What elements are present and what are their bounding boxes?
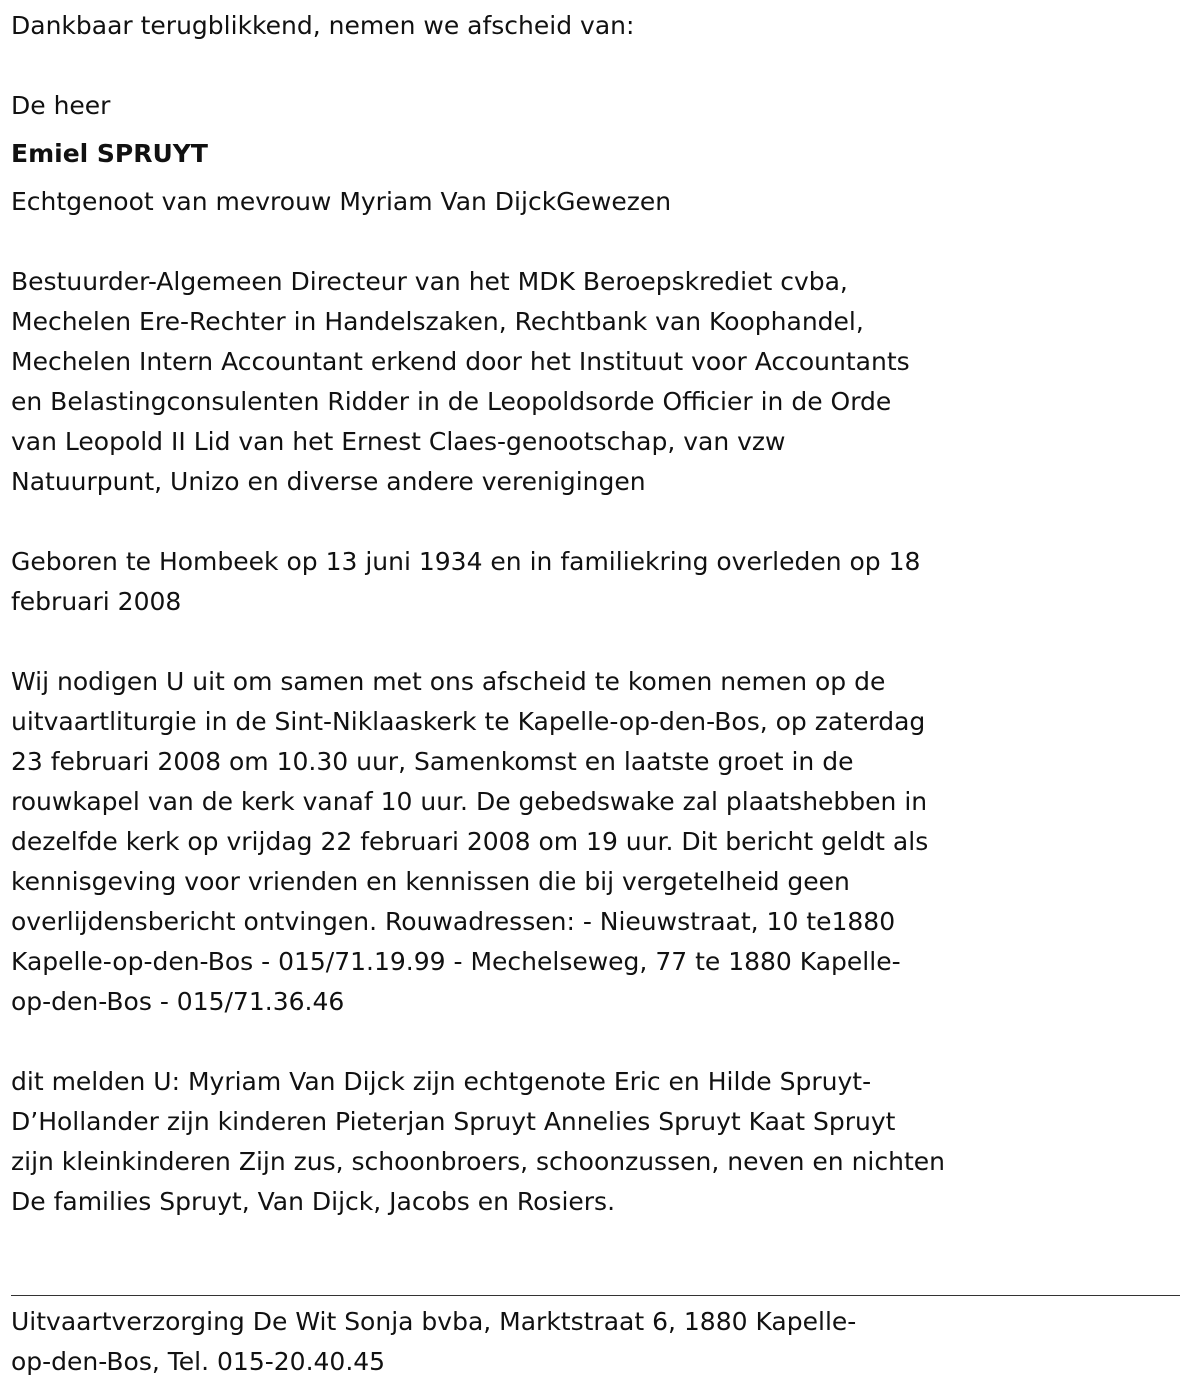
invitation-line: dezelfde kerk op vrijdag 22 februari 2008 om 19 uur. Dit bericht geldt als — [11, 827, 929, 856]
titles-line: Bestuurder-Algemeen Directeur van het MDK Beroepskrediet cvba, — [11, 267, 848, 296]
invitation-line: uitvaartliturgie in de Sint-Niklaaskerk te Kapelle-op-den-Bos, op zaterdag — [11, 707, 926, 736]
deceased-name: Emiel SPRUYT — [11, 139, 208, 168]
titles-line: Natuurpunt, Unizo en diverse andere verenigingen — [11, 467, 646, 496]
family-line: dit melden U: Myriam Van Dijck zijn echtgenote Eric en Hilde Spruyt- — [11, 1067, 872, 1096]
family-line: D’Hollander zijn kinderen Pieterjan Spruyt Annelies Spruyt Kaat Spruyt — [11, 1107, 896, 1136]
titles-line: Mechelen Ere-Rechter in Handelszaken, Rechtbank van Koophandel, — [11, 307, 864, 336]
spouse-line: Echtgenoot van mevrouw Myriam Van DijckGewezen — [11, 187, 672, 216]
invitation-paragraph — [11, 662, 1171, 1022]
titles-line: en Belastingconsulenten Ridder in de Leopoldsorde Officier in de Orde — [11, 387, 892, 416]
invitation-line: Wij nodigen U uit om samen met ons afscheid te komen nemen op de — [11, 667, 886, 696]
invitation-line: overlijdensbericht ontvingen. Rouwadressen: - Nieuwstraat, 10 te1880 — [11, 907, 896, 936]
family-line: zijn kleinkinderen Zijn zus, schoonbroers, schoonzussen, neven en nichten — [11, 1147, 945, 1176]
birth-line: februari 2008 — [11, 587, 182, 616]
funeral-home-footer — [11, 1302, 1171, 1382]
family-line: De families Spruyt, Van Dijck, Jacobs en Rosiers. — [11, 1187, 616, 1216]
footer-divider — [11, 1295, 1180, 1296]
titles-line: van Leopold II Lid van het Ernest Claes-genootschap, van vzw — [11, 427, 786, 456]
invitation-line: Kapelle-op-den-Bos - 015/71.19.99 - Mechelseweg, 77 te 1880 Kapelle- — [11, 947, 901, 976]
birth-line: Geboren te Hombeek op 13 juni 1934 en in familiekring overleden op 18 — [11, 547, 921, 576]
obituary-body — [11, 6, 1171, 1222]
titles-line: Mechelen Intern Accountant erkend door het Instituut voor Accountants — [11, 347, 910, 376]
invitation-line: rouwkapel van de kerk vanaf 10 uur. De gebedswake zal plaatshebben in — [11, 787, 928, 816]
invitation-line: op-den-Bos - 015/71.36.46 — [11, 987, 345, 1016]
titles-paragraph — [11, 262, 1171, 502]
family-paragraph — [11, 1062, 1171, 1222]
salutation: De heer — [11, 91, 111, 120]
invitation-line: 23 februari 2008 om 10.30 uur, Samenkomst en laatste groet in de — [11, 747, 854, 776]
footer-line: op-den-Bos, Tel. 015-20.40.45 — [11, 1347, 386, 1376]
footer-line: Uitvaartverzorging De Wit Sonja bvba, Marktstraat 6, 1880 Kapelle- — [11, 1307, 857, 1336]
intro-line: Dankbaar terugblikkend, nemen we afscheid van: — [11, 11, 635, 40]
birth-paragraph — [11, 542, 1171, 622]
invitation-line: kennisgeving voor vrienden en kennissen die bij vergetelheid geen — [11, 867, 850, 896]
